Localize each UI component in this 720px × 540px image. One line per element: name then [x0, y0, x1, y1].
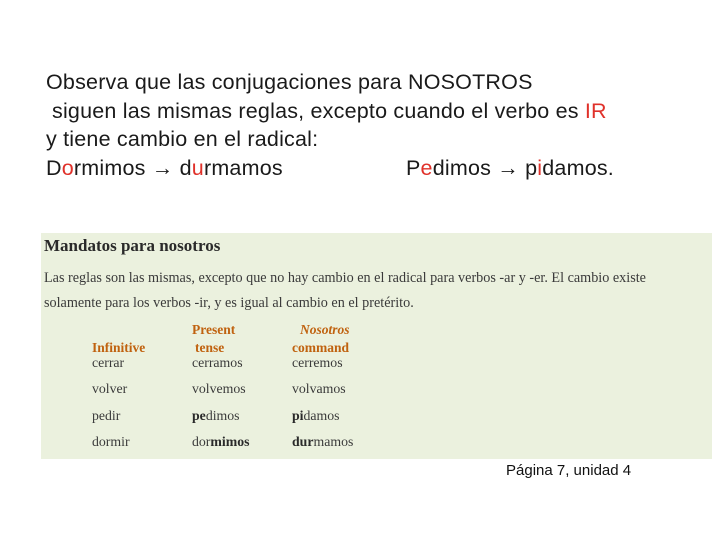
example-dormir-part: rmimos → d — [73, 155, 192, 180]
example-pedir-changed-vowel: i — [537, 155, 543, 180]
row-pedir-command — [292, 408, 340, 424]
mandatos-panel — [41, 233, 712, 459]
row-pedir-infinitive: pedir — [92, 408, 121, 423]
header-command-2: command — [292, 340, 349, 355]
row-volver-command: volvamos — [292, 381, 346, 396]
row-volver-infinitive: volver — [92, 381, 128, 396]
example-pedir-part: damos. — [542, 155, 614, 180]
example-dormir-part: rmamos — [203, 155, 283, 180]
example-dormir — [46, 156, 283, 180]
row-dormir-command — [292, 434, 353, 450]
row-dormir-present-ending: mimos — [210, 434, 250, 449]
row-pedir-present — [192, 408, 240, 424]
header-present-1: Present — [192, 322, 236, 337]
intro-text — [46, 68, 696, 182]
row-pedir-present-stem: pe — [192, 408, 206, 423]
row-pedir-command-stem: pi — [292, 408, 304, 423]
row-cerrar-command: cerremos — [292, 355, 343, 370]
intro-line-1: Observa que las conjugaciones para NOSOTROS — [46, 70, 533, 94]
examples-line — [46, 154, 696, 183]
row-cerrar-present: cerramos — [192, 355, 243, 370]
intro-line-2 — [46, 97, 696, 126]
row-dormir-present — [192, 434, 250, 450]
example-pedir-part: dimos → p — [432, 155, 538, 180]
panel-explanation: Las reglas son las mismas, excepto que no hay cambio en el radical para verbos -ar y -er. El cambio existe solamente para los verbos -ir, y es igual al cambio en el pretérito. — [44, 270, 646, 311]
header-infinitive: Infinitive — [92, 340, 146, 355]
example-dormir-changed-vowel: u — [191, 155, 204, 180]
header-present-2: tense — [195, 340, 225, 355]
intro-line-2-text: siguen las mismas reglas, excepto cuando el verbo es — [52, 98, 585, 123]
example-dormir-vowel: o — [61, 155, 74, 180]
row-cerrar-infinitive: cerrar — [92, 355, 125, 370]
example-dormir-part: D — [46, 155, 62, 180]
row-pedir-command-ending: damos — [303, 408, 340, 423]
row-dormir-infinitive: dormir — [92, 434, 130, 449]
intro-line-3: y tiene cambio en el radical: — [46, 127, 319, 151]
panel-title: Mandatos para nosotros — [44, 236, 221, 255]
example-pedir — [406, 154, 614, 183]
example-pedir-part: P — [406, 155, 421, 180]
example-pedir-vowel: e — [420, 155, 433, 180]
row-dormir-command-ending: mamos — [313, 434, 354, 449]
row-dormir-present-stem: dor — [192, 434, 211, 449]
page-footer: Página 7, unidad 4 — [506, 462, 632, 479]
header-command-1: Nosotros — [300, 322, 350, 337]
row-pedir-present-ending: dimos — [205, 408, 240, 423]
row-dormir-command-stem: dur — [292, 434, 314, 449]
row-volver-present: volvemos — [192, 381, 246, 396]
verb-ir-highlight: IR — [584, 98, 607, 123]
